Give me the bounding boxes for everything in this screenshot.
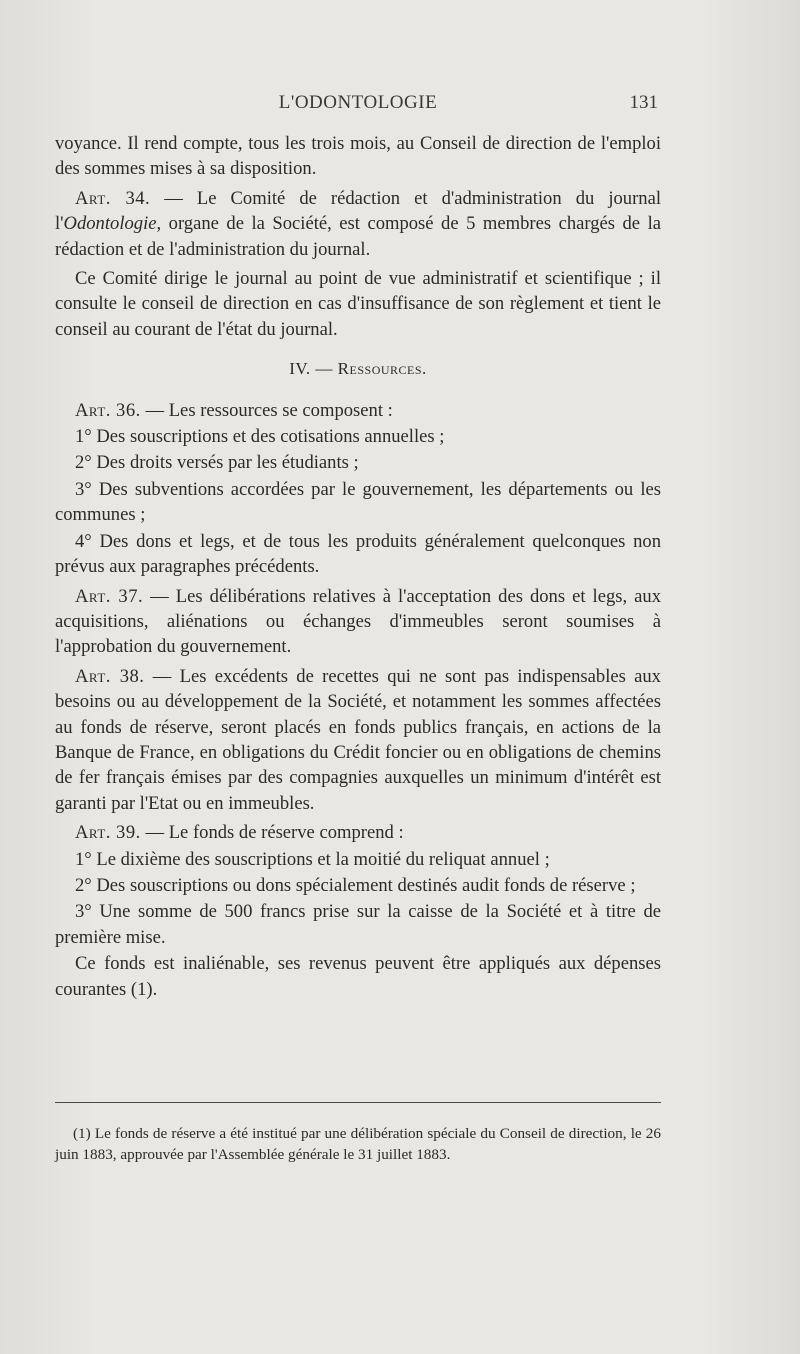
- article-37: [55, 584, 661, 660]
- article-39: [55, 820, 661, 845]
- article-text: — Le fonds de réserve comprend :: [140, 822, 404, 844]
- section-heading: IV. — Ressources.: [289, 359, 427, 379]
- article-text: — Le Comité de rédaction et d'administration du journal l': [55, 187, 661, 235]
- body-text: [55, 131, 661, 1006]
- article-36: [55, 398, 661, 423]
- article-label: Art. 37.: [75, 585, 144, 607]
- article-34: [55, 186, 661, 262]
- paragraph-final: Ce fonds est inaliénable, ses revenus peuvent être appliqués aux dépenses courantes (1).: [55, 953, 661, 1000]
- list-item: 1° Des souscriptions et des cotisations annuelles ;: [75, 426, 445, 448]
- list-item: 2° Des souscriptions ou dons spécialement destinés audit fonds de réserve ;: [75, 874, 636, 896]
- article-text: — Les ressources se composent :: [140, 399, 393, 421]
- article-text: — Les délibérations relatives à l'acceptation des dons et legs, aux acquisitions, aliénations ou échanges d'immeubles seront soumises à l'approbation du gouvernement.: [55, 585, 661, 658]
- article-text: , organe de la Société, est composé de 5 membres chargés de la rédaction et de l'administration du journal.: [55, 213, 661, 260]
- article-label: Art. 34.: [75, 187, 151, 209]
- running-head: [58, 92, 658, 120]
- article-label: Art. 39.: [75, 822, 141, 844]
- article-38: [55, 664, 661, 816]
- list-item: 1° Le dixième des souscriptions et la moitié du reliquat annuel ;: [75, 848, 550, 870]
- paragraph-comite: Ce Comité dirige le journal au point de vue administratif et scientifique ; il consulte le conseil de direction en cas d'insuffisance de son règlement et tient le conseil au courant de l'état du journal.: [55, 268, 661, 340]
- journal-name: Odontologie: [63, 213, 157, 235]
- list-item: 3° Des subventions accordées par le gouvernement, les départements ou les communes ;: [55, 478, 661, 526]
- article-text: — Les excédents de recettes qui ne sont pas indispensables aux besoins ou au développement de la Société, et notamment les sommes affectées au fonds de réserve, seront placés en fonds publics français, en actions de la Banque de France, en obligations du Crédit foncier ou en obligations de chemins de fer français émises par des compagnies auxquelles un minimum d'intérêt est garanti par l'Etat ou en immeubles.: [55, 665, 661, 814]
- list-item: 2° Des droits versés par les étudiants ;: [75, 452, 359, 474]
- footnote-divider: [55, 1102, 661, 1103]
- article-label: Art. 36.: [75, 399, 141, 421]
- list-item: 4° Des dons et legs, et de tous les produits généralement quelconques non prévus aux paragraphes précédents.: [55, 530, 661, 578]
- paragraph-continuation: voyance. Il rend compte, tous les trois mois, au Conseil de direction de l'emploi des sommes mises à sa disposition.: [55, 133, 661, 180]
- article-label: Art. 38.: [75, 665, 145, 687]
- page-number: 131: [629, 92, 658, 113]
- running-title: L'ODONTOLOGIE: [278, 92, 438, 113]
- footnote: (1) Le fonds de réserve a été institué par une délibération spéciale du Conseil de direction, le 26 juin 1883, approuvée par l'Assemblée générale le 31 juillet 1883.: [55, 1125, 661, 1163]
- list-item: 3° Une somme de 500 francs prise sur la caisse de la Société et à titre de première mise.: [55, 901, 661, 948]
